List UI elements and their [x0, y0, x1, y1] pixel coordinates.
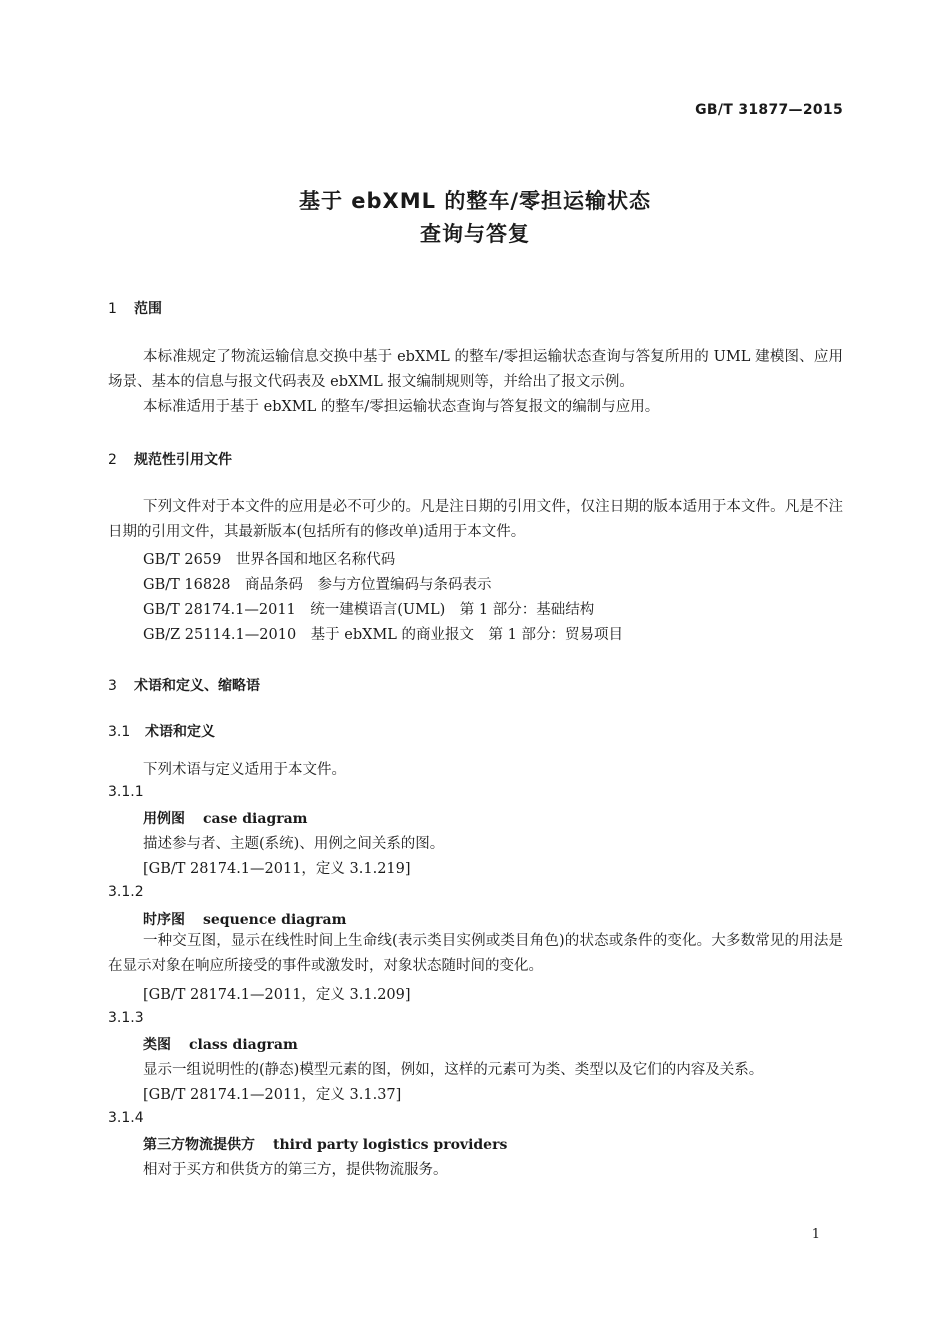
term-en: third party logistics providers: [273, 1137, 508, 1153]
section-heading-terms: [108, 675, 260, 695]
page-number: 1: [811, 1227, 820, 1242]
reference-item: GB/Z 25114.1—2010 基于 ebXML 的商业报文 第 1 部分：贸易项目: [143, 627, 623, 643]
section-title: 规范性引用文件: [134, 452, 232, 468]
section-number: 2: [108, 452, 117, 468]
term-title: [143, 808, 308, 828]
term-definition: 描述参与者、主题(系统)、用例之间关系的图。: [143, 836, 445, 852]
term-title: [143, 1034, 298, 1054]
standard-code: GB/T 31877—2015: [695, 102, 843, 118]
reference-item: GB/T 2659 世界各国和地区名称代码: [143, 552, 396, 568]
section-heading-scope: [108, 298, 162, 318]
references-paragraph: 下列文件对于本文件的应用是必不可少的。凡是注日期的引用文件，仅注日期的版本适用于本文件。凡是不注日期的引用文件，其最新版本(包括所有的修改单)适用于本文件。: [108, 499, 843, 540]
term-definition: 相对于买方和供货方的第三方，提供物流服务。: [143, 1162, 448, 1178]
term-zh: 时序图: [143, 912, 185, 928]
term-title: [143, 909, 346, 929]
reference-item: GB/T 28174.1—2011 统一建模语言(UML) 第 1 部分：基础结构: [143, 602, 595, 618]
section-number: 1: [108, 301, 117, 317]
term-source: [GB/T 28174.1—2011，定义 3.1.219]: [143, 861, 411, 877]
term-zh: 类图: [143, 1037, 171, 1053]
term-number: 3.1.1: [108, 784, 144, 800]
term-en: case diagram: [203, 811, 308, 827]
document-title-line1: 基于 ebXML 的整车/零担运输状态: [298, 189, 652, 213]
term-number: 3.1.2: [108, 884, 144, 900]
term-source: [GB/T 28174.1—2011，定义 3.1.209]: [143, 987, 411, 1003]
section-heading-normative-references: [108, 449, 232, 469]
terms-intro: 下列术语与定义适用于本文件。: [143, 762, 346, 778]
document-title-line2: 查询与答复: [420, 222, 530, 246]
scope-paragraph-2: 本标准适用于基于 ebXML 的整车/零担运输状态查询与答复报文的编制与应用。: [143, 399, 660, 415]
term-number: 3.1.4: [108, 1110, 144, 1126]
reference-item: GB/T 16828 商品条码 参与方位置编码与条码表示: [143, 577, 492, 593]
term-en: sequence diagram: [203, 912, 347, 928]
term-zh: 第三方物流提供方: [143, 1137, 255, 1153]
section-title: 范围: [134, 301, 162, 317]
section-title: 术语和定义、缩略语: [134, 678, 260, 694]
term-en: class diagram: [189, 1037, 298, 1053]
term-zh: 用例图: [143, 811, 185, 827]
term-title: [143, 1134, 507, 1154]
term-definition: 显示一组说明性的(静态)模型元素的图，例如，这样的元素可为类、类型以及它们的内容及关系。: [143, 1062, 764, 1078]
section-number: 3: [108, 678, 117, 694]
subsection-title: 术语和定义: [145, 724, 215, 740]
subsection-number: 3.1: [108, 724, 131, 740]
subsection-heading-terms-definitions: [108, 721, 215, 741]
scope-paragraph-1: 本标准规定了物流运输信息交换中基于 ebXML 的整车/零担运输状态查询与答复所用的 UML 建模图、应用场景、基本的信息与报文代码表及 ebXML 报文编制规则等，并给出了报文示例。: [108, 349, 843, 390]
term-source: [GB/T 28174.1—2011，定义 3.1.37]: [143, 1087, 402, 1103]
term-number: 3.1.3: [108, 1010, 144, 1026]
term-definition: 一种交互图，显示在线性时间上生命线(表示类目实例或类目角色)的状态或条件的变化。大多数常见的用法是在显示对象在响应所接受的事件或激发时，对象状态随时间的变化。: [108, 933, 843, 974]
